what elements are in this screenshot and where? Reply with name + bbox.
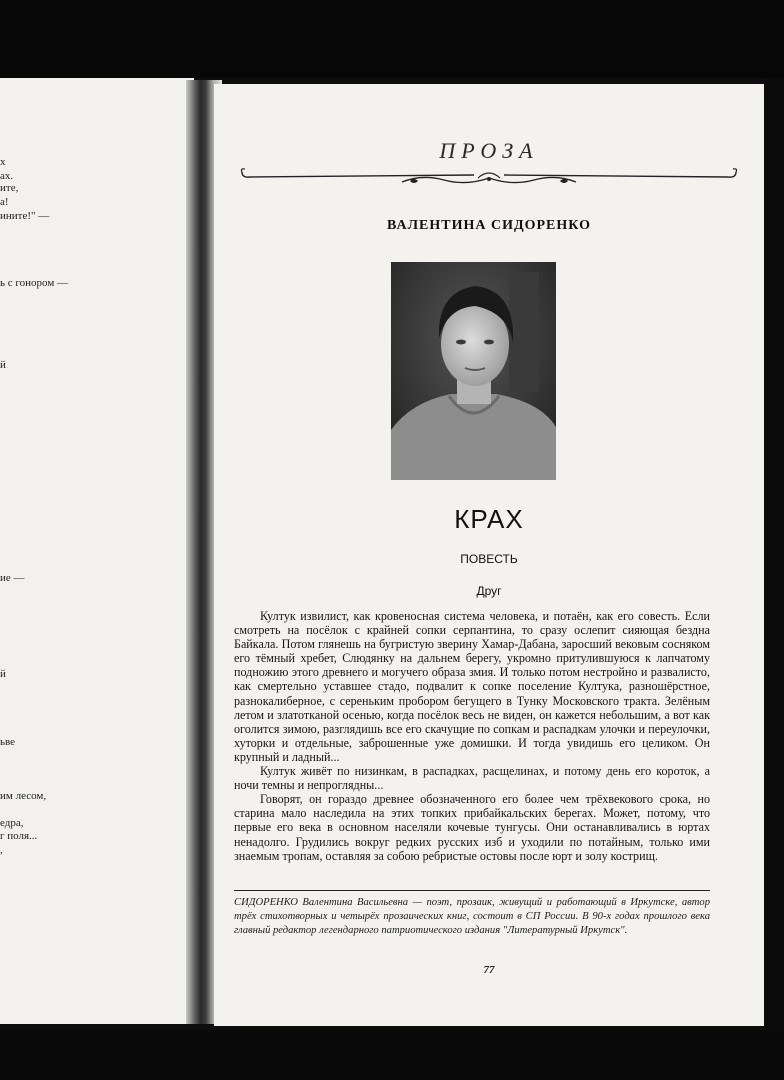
left-page-fragment: ах. (0, 170, 14, 182)
ornament-divider-icon (238, 166, 740, 194)
left-page-fragment: й (0, 359, 6, 371)
left-page-fragment: й (0, 668, 6, 680)
paragraph: Говорят, он гораздо древнее обозначенного его более чем трёхвекового срока, но старина мало наследила на этих топких прибайкальских берегах. Может, потому, что первые его века в основном населяли кочевые тунгусы. Они останавливались в юртах ненадолго. Грудились вокруг редких русских изб и уходили по потайным, только ими знаемым тропам, оставляя за собою ребристые остовы после юрт и золу кострищ. (234, 792, 710, 863)
work-title: КРАХ (454, 504, 524, 534)
left-page-fragment: , (0, 844, 3, 856)
left-page-fragment: г поля... (0, 830, 38, 842)
left-page-fragment: ите, (0, 182, 19, 194)
author-portrait-icon (391, 262, 556, 480)
left-page-fragment: едра, (0, 817, 24, 829)
left-page (0, 78, 194, 1024)
scan-background-top (0, 0, 784, 78)
scan-background-right (766, 78, 784, 1030)
author-footnote: СИДОРЕНКО Валентина Васильевна — поэт, прозаик, живущий и работающий в Иркутске, автор трёх стихотворных и четырёх прозаических книг, состоит в СП России. В 90-х годах прошлого века главный редактор легендарного патриотического издания "Литературный Иркутск". (234, 897, 710, 936)
paragraph: Култук живёт по низинкам, в распадках, расщелинах, и потому день его короток, а ночи темны и непроглядны... (234, 764, 710, 793)
left-page-fragment: ь с гонором — (0, 277, 69, 289)
chapter-title: Друг (476, 584, 502, 598)
author-name: ВАЛЕНТИНА СИДОРЕНКО (387, 218, 591, 233)
right-page (214, 84, 764, 1026)
left-page-fragment: х (0, 156, 6, 168)
left-page-fragment: ьве (0, 736, 16, 748)
footnote-rule (234, 890, 710, 891)
left-page-fragment: им лесом, (0, 790, 47, 802)
left-page-fragment: ините!" — (0, 210, 50, 222)
paragraph: Култук извилист, как кровеносная система человека, и потаён, как его совесть. Если смотреть на посёлок с крайней сопки серпантина, то сразу ослепит сияющая бездна Байкала. Потом глянешь на бугристую зверину Хамар-Дабана, заросший вековым сосняком его тёмный хребет, Слюдянку на дальнем берегу, укромно притулившуюся к лапчатому подножию этого древнего и могучего образа змия. И только потом нестройно и развалисто, как смертельно уставшее стадо, подвалит к сопке поселение Култука, разношёрстное, разнокалиберное, с сереньким пробором бегущего в Тунку Московского тракта. Зелёным летом и златотканой осенью, когда посёлок весь не виден, он кажется небольшим, а вот как оголится зимою, разглядишь все его скачущие по сопкам и распадкам улочки и переулочки, хуторки и отдельные, заброшенные уже домишки. И тогда увидишь его целиком. Он крупный и ладный... (234, 609, 710, 764)
genre-label: ПОВЕСТЬ (460, 552, 518, 566)
left-page-fragment: а! (0, 196, 9, 208)
scan-background-bottom (0, 1030, 784, 1080)
page-number: 77 (483, 964, 495, 976)
left-page-fragment: ие — (0, 572, 25, 584)
author-photo (391, 262, 556, 480)
story-text (234, 609, 710, 863)
section-title: ПРОЗА (439, 138, 539, 163)
